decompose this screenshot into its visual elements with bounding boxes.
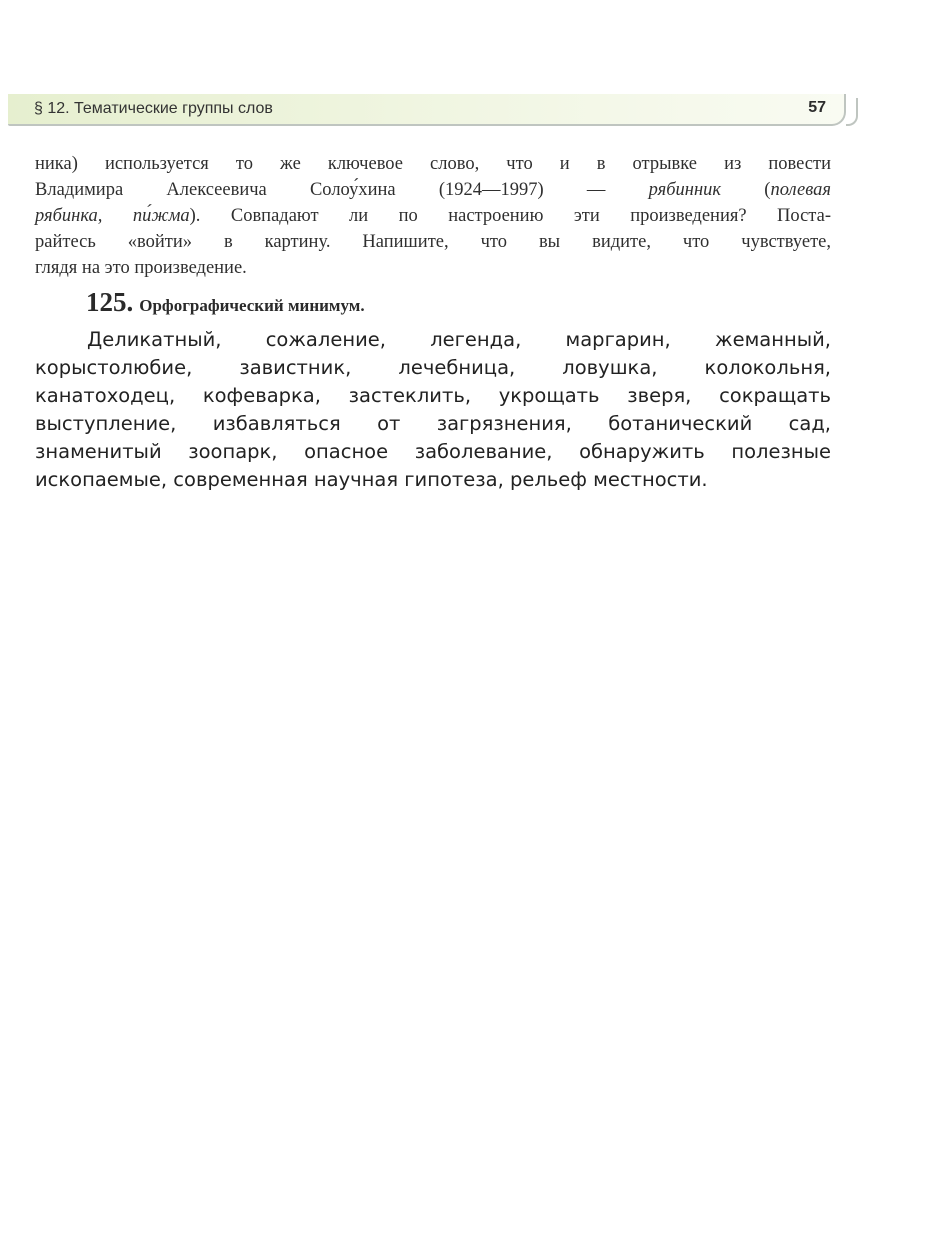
word-list-line: корыстолюбие, завистник, лечебница, ловушка, колокольня, (35, 356, 831, 379)
intro-paragraph (35, 151, 831, 281)
italic-term: рябинка, пи́жма (35, 206, 190, 226)
exercise-word-list (35, 326, 831, 494)
word-list-line: Деликатный, сожаление, легенда, маргарин, жеманный, (87, 328, 831, 351)
header-corner-decoration (846, 98, 858, 126)
exercise-title: Орфографический минимум. (139, 296, 365, 315)
text-segment: ( (721, 180, 771, 200)
page-number: 57 (808, 99, 826, 116)
italic-term: рябинник (648, 180, 722, 200)
text-line: райтесь «войти» в картину. Напишите, что вы видите, что чувствуете, (35, 232, 831, 252)
exercise-heading (86, 287, 365, 318)
text-line: глядя на это произведение. (35, 258, 247, 278)
text-segment: Владимира Алексеевича Солоу́хина (1924—1997) — (35, 180, 649, 200)
section-title: § 12. Тематические группы слов (34, 100, 273, 117)
word-list-line: канатоходец, кофеварка, застеклить, укрощать зверя, сокращать (35, 384, 831, 407)
word-list-line: знаменитый зоопарк, опасное заболевание, обнаружить полезные (35, 440, 831, 463)
italic-term: полевая (770, 180, 831, 200)
text-segment: ). Совпадают ли по настроению эти произведения? Поста- (189, 206, 831, 226)
page-header (8, 94, 860, 128)
word-list-line: выступление, избавляться от загрязнения, ботанический сад, (35, 412, 831, 435)
word-list-line: ископаемые, современная научная гипотеза, рельеф местности. (35, 468, 708, 491)
text-line (35, 203, 831, 229)
text-line (35, 177, 831, 203)
text-line: ника) используется то же ключевое слово, что и в отрывке из повести (35, 154, 831, 174)
exercise-number: 125. (86, 287, 134, 317)
